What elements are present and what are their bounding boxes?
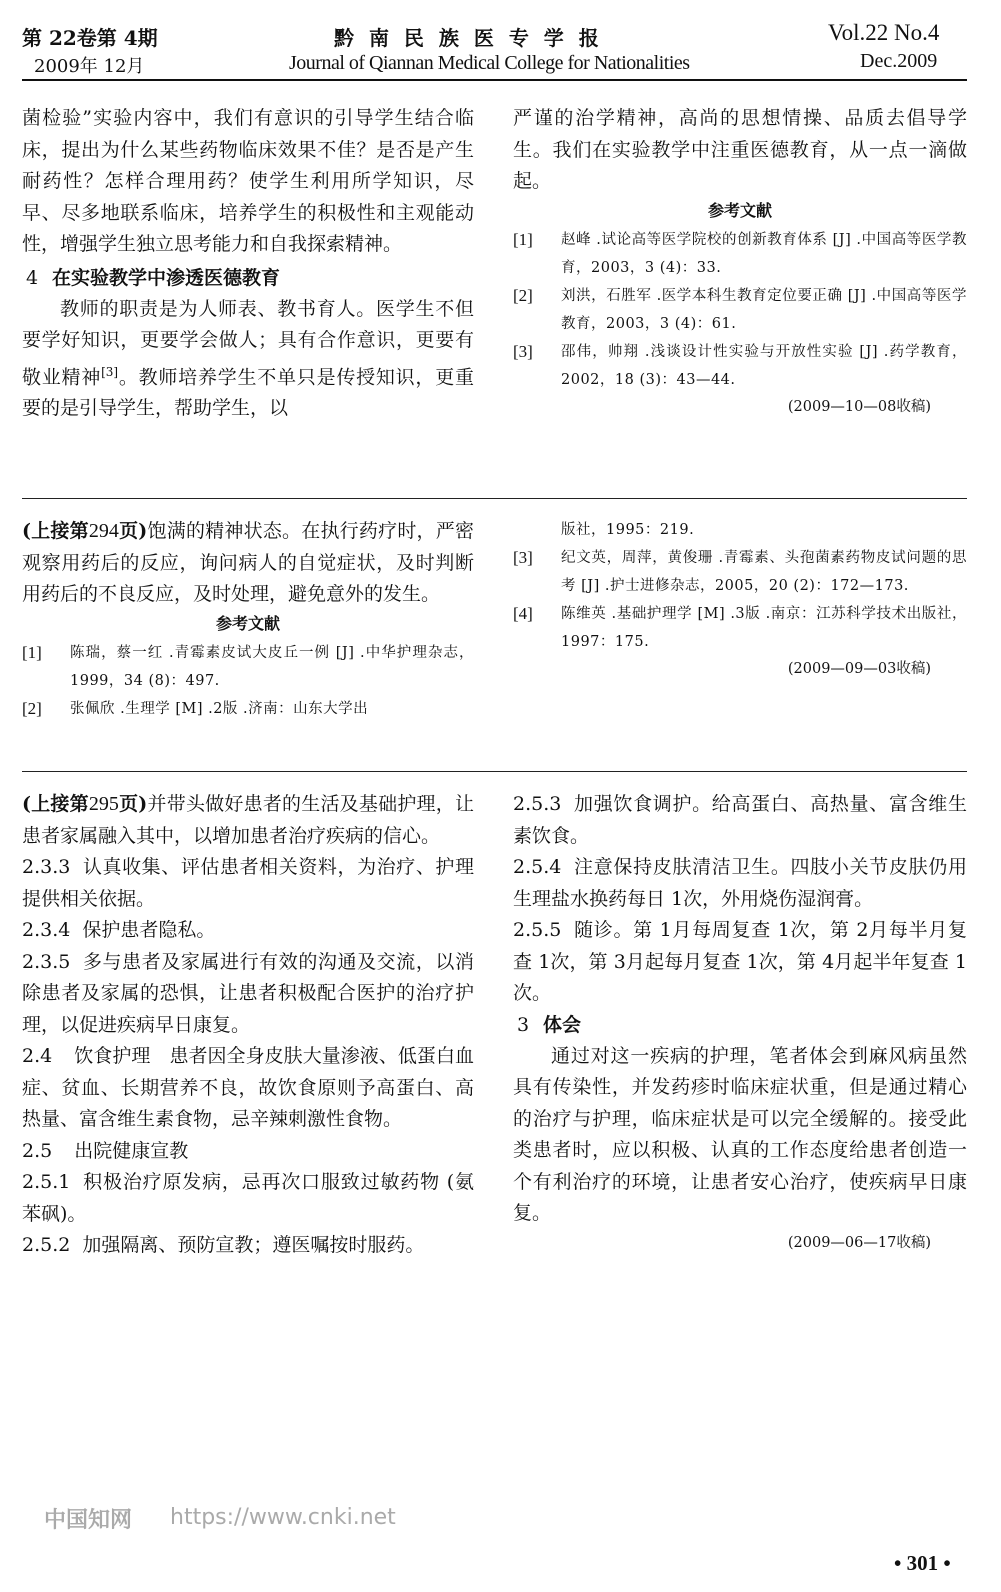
- paragraph: 通过对这一疾病的护理，笔者体会到麻风病虽然具有传染性，并发药疹时临床症状重，但是通过精心的治疗与护理，临床症状是可以完全缓解的。接受此类患者时，应以积极、认真的工作态度给患者创造一个有利治疗的环境，让患者安心治疗，使疾病早日康复。: [513, 1044, 967, 1224]
- subsection-item: [22, 1230, 474, 1262]
- paragraph: [22, 516, 474, 611]
- continued-from-label-end: 页): [118, 793, 148, 815]
- reference-text: 陈瑞，蔡一红 .青霉素皮试大皮丘一例 [J] .中华护理杂志，1999，34 (8)：497.: [70, 644, 474, 689]
- continued-from-label: (上接第: [22, 793, 89, 815]
- paragraph: 菌检验”实验内容中，我们有意识的引导学生结合临床，提出为什么某些药物临床效果不佳？是否是产生耐药性？怎样合理用药？使学生利用所学知识，尽早、尽多地联系临床，培养学生的积极性和主观能动性，增强学生独立思考能力和自我探索精神。: [22, 107, 474, 255]
- reference-number-empty: [513, 516, 561, 544]
- reference-text: 版社，1995：219.: [561, 522, 695, 538]
- reference-number: [2]: [513, 285, 533, 305]
- reference-item: [513, 282, 967, 338]
- references-heading: 参考文献: [707, 200, 772, 220]
- item-number: 2.5.4: [513, 856, 562, 878]
- item-number: 2.3.4: [22, 919, 71, 941]
- item-text: 饮食护理 患者因全身皮肤大量渗液、低蛋白血症、贫血、长期营养不良，故饮食原则予高蛋白、高热量、富含维生素食物，忌辛辣刺激性食物。: [22, 1045, 474, 1130]
- section1-right-column: [513, 103, 967, 420]
- reference-continuation: [513, 516, 967, 544]
- section3-left-column: [22, 789, 474, 1262]
- item-text: 积极治疗原发病，忌再次口服致过敏药物 (氨苯砜)。: [22, 1171, 474, 1225]
- section-divider: [22, 771, 967, 772]
- subsection-item: [513, 789, 967, 852]
- cnki-url[interactable]: https://www.cnki.net: [170, 1505, 396, 1530]
- header-rule: [22, 79, 967, 81]
- volume-issue-en: Vol.22 No.4: [828, 20, 940, 45]
- item-number: 2.3.5: [22, 950, 71, 973]
- subsection-item: [22, 852, 474, 915]
- received-date: (2009—06—17收稿): [787, 1234, 931, 1251]
- date-en: Dec.2009: [860, 50, 938, 72]
- item-text: 认真收集、评估患者相关资料，为治疗、护理提供相关依据。: [22, 856, 474, 910]
- section1-left-column: [22, 103, 474, 425]
- item-text: 保护患者隐私。: [82, 919, 216, 941]
- section3-right-column: [513, 789, 967, 1256]
- reference-item: [22, 695, 474, 723]
- item-number: 2.5.1: [22, 1171, 71, 1193]
- item-text: 随诊。第 1月每周复查 1次，第 2月每半月复查 1次，第 3月起每月复查 1次，第 4月起半年复查 1次。: [513, 919, 967, 1004]
- continued-page-number: 295: [88, 793, 119, 815]
- subsection-item: [22, 1136, 474, 1168]
- reference-number: [1]: [22, 642, 42, 662]
- heading-number: 4: [26, 266, 39, 289]
- section2-left-column: [22, 516, 474, 723]
- reference-item: [513, 544, 967, 600]
- item-number: 2.4: [22, 1045, 53, 1067]
- reference-item: [513, 338, 967, 394]
- reference-number: [1]: [513, 229, 533, 249]
- page-number: • 301 •: [894, 1551, 951, 1575]
- item-number: 2.5.5: [513, 919, 562, 941]
- item-text: 多与患者及家属进行有效的沟通及交流，以消除患者及家属的恐惧，让患者积极配合医护的治疗护理，以促进疾病早日康复。: [22, 950, 474, 1036]
- continued-from-label: (上接第: [22, 520, 89, 542]
- subsection-item: [22, 915, 474, 947]
- reference-item: [513, 600, 967, 656]
- received-date: (2009—09—03收稿): [787, 661, 931, 677]
- subsection-item: [22, 947, 474, 1042]
- references-heading: 参考文献: [215, 613, 280, 633]
- volume-issue-cn: 第 22卷第 4期: [22, 26, 158, 50]
- paragraph-text: 教师的职责是为人师表、教书育人。医学生不但要学好知识，更要学会做人；具有合作意识，更要有敬业精神: [22, 297, 474, 388]
- heading-number: 3: [517, 1013, 530, 1036]
- item-number: 2.5.3: [513, 793, 562, 815]
- cnki-logo: 中国知网: [44, 1508, 133, 1533]
- reference-number: [3]: [513, 341, 533, 361]
- reference-item: [22, 639, 474, 695]
- journal-title-en: Journal of Qiannan Medical College for Nationalities: [289, 52, 690, 74]
- item-number: 2.5.2: [22, 1234, 71, 1256]
- section2-right-column: [513, 516, 967, 682]
- reference-text: 刘洪，石胜军 .医学本科生教育定位要正确 [J] .中国高等医学教育，2003，3 (4)：61.: [561, 287, 967, 332]
- item-number: 2.3.3: [22, 856, 71, 878]
- reference-text: 邵伟，帅翔 .浅谈设计性实验与开放性实验 [J] .药学教育，2002，18 (3)：43—44.: [561, 343, 967, 388]
- subsection-item: [22, 1167, 474, 1230]
- reference-number: [4]: [513, 604, 533, 623]
- reference-text: 陈维英 .基础护理学 [M] .3版 .南京：江苏科学技术出版社，1997：175.: [561, 606, 967, 650]
- paragraph-text: 。教师培养学生不单只是传授知识，更重要的是引导学生，帮助学生，以: [22, 365, 474, 420]
- paragraph-text: 饱满的精神状态。在执行药疗时，严密观察用药后的反应，询问病人的自觉症状，及时判断用药后的不良反应，及时处理，避免意外的发生。: [22, 520, 474, 605]
- citation-marker: [3]: [101, 364, 119, 379]
- section-divider: [22, 498, 967, 499]
- heading-title: 体会: [543, 1013, 582, 1036]
- subsection-item: [22, 1041, 474, 1136]
- item-text: 出院健康宣教: [74, 1139, 189, 1162]
- paragraph: [22, 789, 474, 852]
- date-cn: 2009年 12月: [34, 56, 145, 77]
- received-date: (2009—10—08收稿): [787, 398, 931, 415]
- section-heading: [22, 263, 474, 294]
- reference-number: [2]: [22, 698, 42, 718]
- journal-title-cn: 黔 南 民 族 医 专 学 报: [334, 26, 603, 50]
- reference-item: [513, 226, 967, 282]
- reference-number: [3]: [513, 548, 533, 567]
- item-text: 加强饮食调护。给高蛋白、高热量、富含维生素饮食。: [513, 793, 967, 847]
- item-text: 加强隔离、预防宣教；遵医嘱按时服药。: [82, 1234, 425, 1256]
- subsection-item: [513, 852, 967, 915]
- paragraph: 严谨的治学精神，高尚的思想情操、品质去倡导学生。我们在实验教学中注重医德教育，从一点一滴做起。: [513, 107, 967, 192]
- section-heading: [513, 1010, 967, 1041]
- continued-from-label-end: 页): [118, 520, 148, 542]
- reference-text: 赵峰 .试论高等医学院校的创新教育体系 [J] .中国高等医学教育，2003，3 (4)：33.: [561, 231, 967, 276]
- reference-text: 纪文英，周萍，黄俊珊 .青霉素、头孢菌素药物皮试问题的思考 [J] .护士进修杂志，2005，20 (2)：172—173.: [561, 550, 967, 594]
- paragraph-text: 并带头做好患者的生活及基础护理，让患者家属融入其中，以增加患者治疗疾病的信心。: [22, 793, 474, 847]
- continued-page-number: 294: [88, 520, 119, 542]
- subsection-item: [513, 915, 967, 1010]
- heading-title: 在实验教学中渗透医德教育: [52, 266, 281, 289]
- paragraph: [22, 294, 474, 425]
- reference-text: 张佩欣 .生理学 [M] .2版 .济南：山东大学出: [70, 700, 369, 717]
- item-number: 2.5: [22, 1139, 53, 1162]
- item-text: 注意保持皮肤清洁卫生。四肢小关节皮肤仍用生理盐水换药每日 1次，外用烧伤湿润膏。: [513, 856, 967, 910]
